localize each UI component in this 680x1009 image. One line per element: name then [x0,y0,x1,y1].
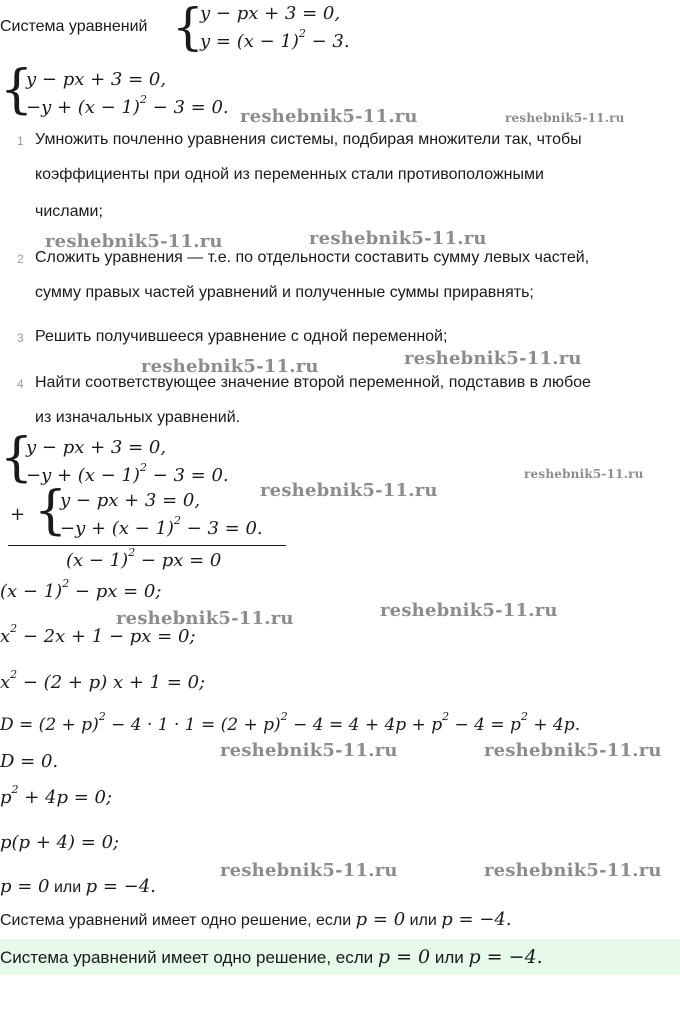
step-4-number: 4 [17,377,24,391]
watermark: reshebnik5-11.ru [524,467,644,481]
problem-label: Система уравнений [0,18,148,35]
solution-line-3: $x^2 - (2 + p) x + 1 = 0$; [0,668,206,693]
watermark: reshebnik5-11.ru [220,860,398,881]
system1-eq1: y − px + 3 = 0, [26,69,167,90]
step-4-line-1: Найти соответствующее значение второй переменной, подставив в любое [35,374,591,391]
solution-line-1: $(x - 1)^2$ − px = 0; [0,577,162,602]
system1-brace: { [0,60,34,120]
addition-plus: + [10,504,26,525]
step-3-number: 3 [17,331,24,345]
watermark: reshebnik5-11.ru [380,600,558,621]
conclusion: Система уравнений имеет одно решение, если p = 0 или p = −4. [0,909,512,930]
solution-line-6: $p^2 + 4p = 0$; [0,783,113,808]
system1-eq2: $-y + (x - 1)^2 - 3 = 0$. [26,93,229,118]
watermark: reshebnik5-11.ru [240,106,418,127]
addition-brace: { [34,481,68,541]
step-3-line-1: Решить получившееся уравнение с одной переменной; [35,328,448,345]
addition-eq2: $-y + (x - 1)^2 - 3 = 0$. [60,514,263,539]
answer-text: Система уравнений имеет одно решение, если p = 0 или p = −4. [0,946,543,968]
addition-sum: $(x - 1)^2$ − px = 0 [66,546,222,571]
step-2-line-2: сумму правых частей уравнений и полученные суммы приравнять; [35,284,534,301]
step-4-line-2: из изначальных уравнений. [35,409,241,426]
step-1-line-1: Умножить почленно уравнения системы, подбирая множители так, чтобы [35,131,582,148]
step-2-line-1: Сложить уравнения — т.е. по отдельности составить сумму левых частей, [35,249,590,266]
solution-line-2: $x^2 - 2x + 1$ − px = 0; [0,622,196,647]
solution-line-7: p(p + 4) = 0; [0,832,120,853]
watermark: reshebnik5-11.ru [116,608,294,629]
solution-roots: p = 0 или p = −4. [0,876,156,897]
problem-eq1: y − px + 3 = 0, [200,3,341,24]
step-1-line-2: коэффициенты при одной из переменных стали противоположными [35,166,544,183]
system2-eq1: y − px + 3 = 0, [26,437,167,458]
watermark: reshebnik5-11.ru [505,111,625,125]
watermark: reshebnik5-11.ru [260,480,438,501]
discriminant-zero: D = 0. [0,751,59,772]
watermark: reshebnik5-11.ru [141,356,319,377]
watermark: reshebnik5-11.ru [484,740,662,761]
answer-box [0,939,680,975]
watermark: reshebnik5-11.ru [220,740,398,761]
watermark: reshebnik5-11.ru [404,348,582,369]
problem-eq2: $y = (x - 1)^2 - 3$. [200,27,350,52]
step-2-number: 2 [17,252,24,266]
addition-eq1: y − px + 3 = 0, [60,490,201,511]
discriminant-line: $D = (2 + p)^2 - 4 \cdot 1 \cdot 1 = (2 + p)^2 - 4 = 4 + 4p + p^2 - 4 = p^2 + 4p$. [0,710,581,735]
problem-brace: { [172,0,204,56]
watermark: reshebnik5-11.ru [45,231,223,252]
step-1-number: 1 [17,134,24,148]
addition-divider [8,545,286,546]
system2-brace: { [0,428,34,488]
watermark: reshebnik5-11.ru [484,860,662,881]
system2-eq2: $-y + (x - 1)^2 - 3 = 0$. [26,461,229,486]
watermark: reshebnik5-11.ru [309,228,487,249]
step-1-line-3: числами; [35,203,103,220]
